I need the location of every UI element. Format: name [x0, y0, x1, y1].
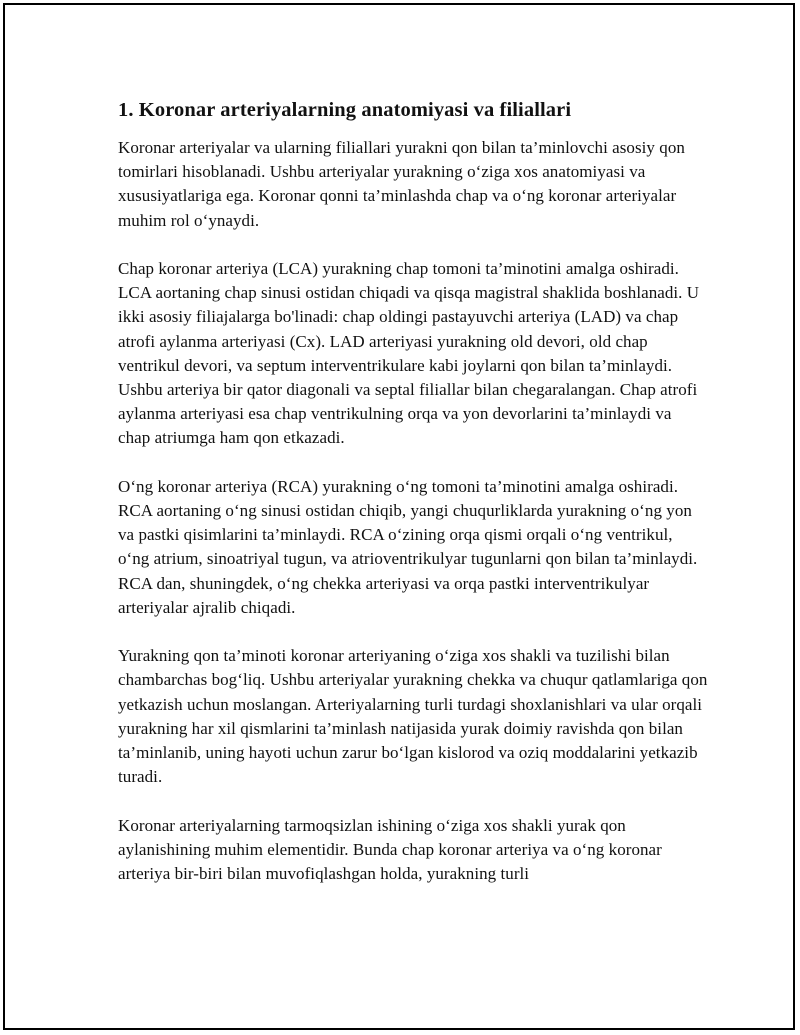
paragraph-network: Koronar arteriyalarning tarmoqsizlan ishining o‘ziga xos shakli yurak qon aylanishining muhim elementidir. Bunda chap koronar arteriya va o‘ng koronar arteriya bir-biri bilan muvofiqlashgan holda, yurakning turli — [118, 815, 662, 884]
paragraph-rca: O‘ng koronar arteriya (RCA) yurakning o‘ng tomoni ta’minotini amalga oshiradi. RCA aortaning o‘ng sinusi ostidan chiqib, yangi chuqurliklarda yurakning o‘ng yon va pastki qisimlarini ta’minlaydi. RCA o‘zining orqa qismi orqali o‘ng ventrikul, o‘ng atrium, sinoatriyal tugun, va atrioventrikulyar tugunlarni qon bilan ta’minlaydi. RCA dan, shuningdek, o‘ng chekka arteriyasi va orqa pastki interventrikulyar arteriyalar ajralib chiqadi. — [118, 476, 698, 617]
paragraph-intro: Koronar arteriyalar va ularning filiallari yurakni qon bilan ta’minlovchi asosiy qon tomirlari hisoblanadi. Ushbu arteriyalar yurakning o‘ziga xos anatomiyasi va xususiyatlariga ega. Koronar qonni ta’minlashda chap va o‘ng koronar arteriyalar muhim rol o‘ynaydi. — [118, 138, 685, 230]
paragraph-blood-supply: Yurakning qon ta’minoti koronar arteriyaning o‘ziga xos shakli va tuzilishi bilan chambarchas bog‘liq. Ushbu arteriyalar yurakning chekka va chuqur qatlamlariga qon yetkazish uchun moslangan. Arteriyalarning turli turdagi shoxlanishlari va ular orqali yurakning har xil qismlarini ta’minlash natijasida yurak doimiy ravishda qon bilan ta’minlanib, uning hayoti uchun zarur bo‘lgan kislorod va oziq moddalarini yetkazib turadi. — [118, 646, 708, 787]
section-heading: 1. Koronar arteriyalarning anatomiyasi va filiallari — [118, 99, 572, 121]
document-body — [118, 96, 708, 910]
paragraph-lca: Chap koronar arteriya (LCA) yurakning chap tomoni ta’minotini amalga oshiradi. LCA aortaning chap sinusi ostidan chiqadi va qisqa magistral shaklida boshlanadi. U ikki asosiy filiajalarga bo'linadi: chap oldingi pastayuvchi arteriya (LAD) va chap atrofi aylanma arteriyasi (Cx). LAD arteriyasi yurakning old devori, old chap ventrikul devori, va septum interventrikulare kabi joylarni qon bilan ta’minlaydi. Ushbu arteriya bir qator diagonali va septal filiallar bilan chegaralangan. Chap atrofi aylanma arteriyasi esa chap ventrikulning orqa va yon devorlarini ta’minlaydi va chap atriumga ham qon etkazadi. — [118, 259, 700, 448]
document-page — [3, 3, 795, 1030]
